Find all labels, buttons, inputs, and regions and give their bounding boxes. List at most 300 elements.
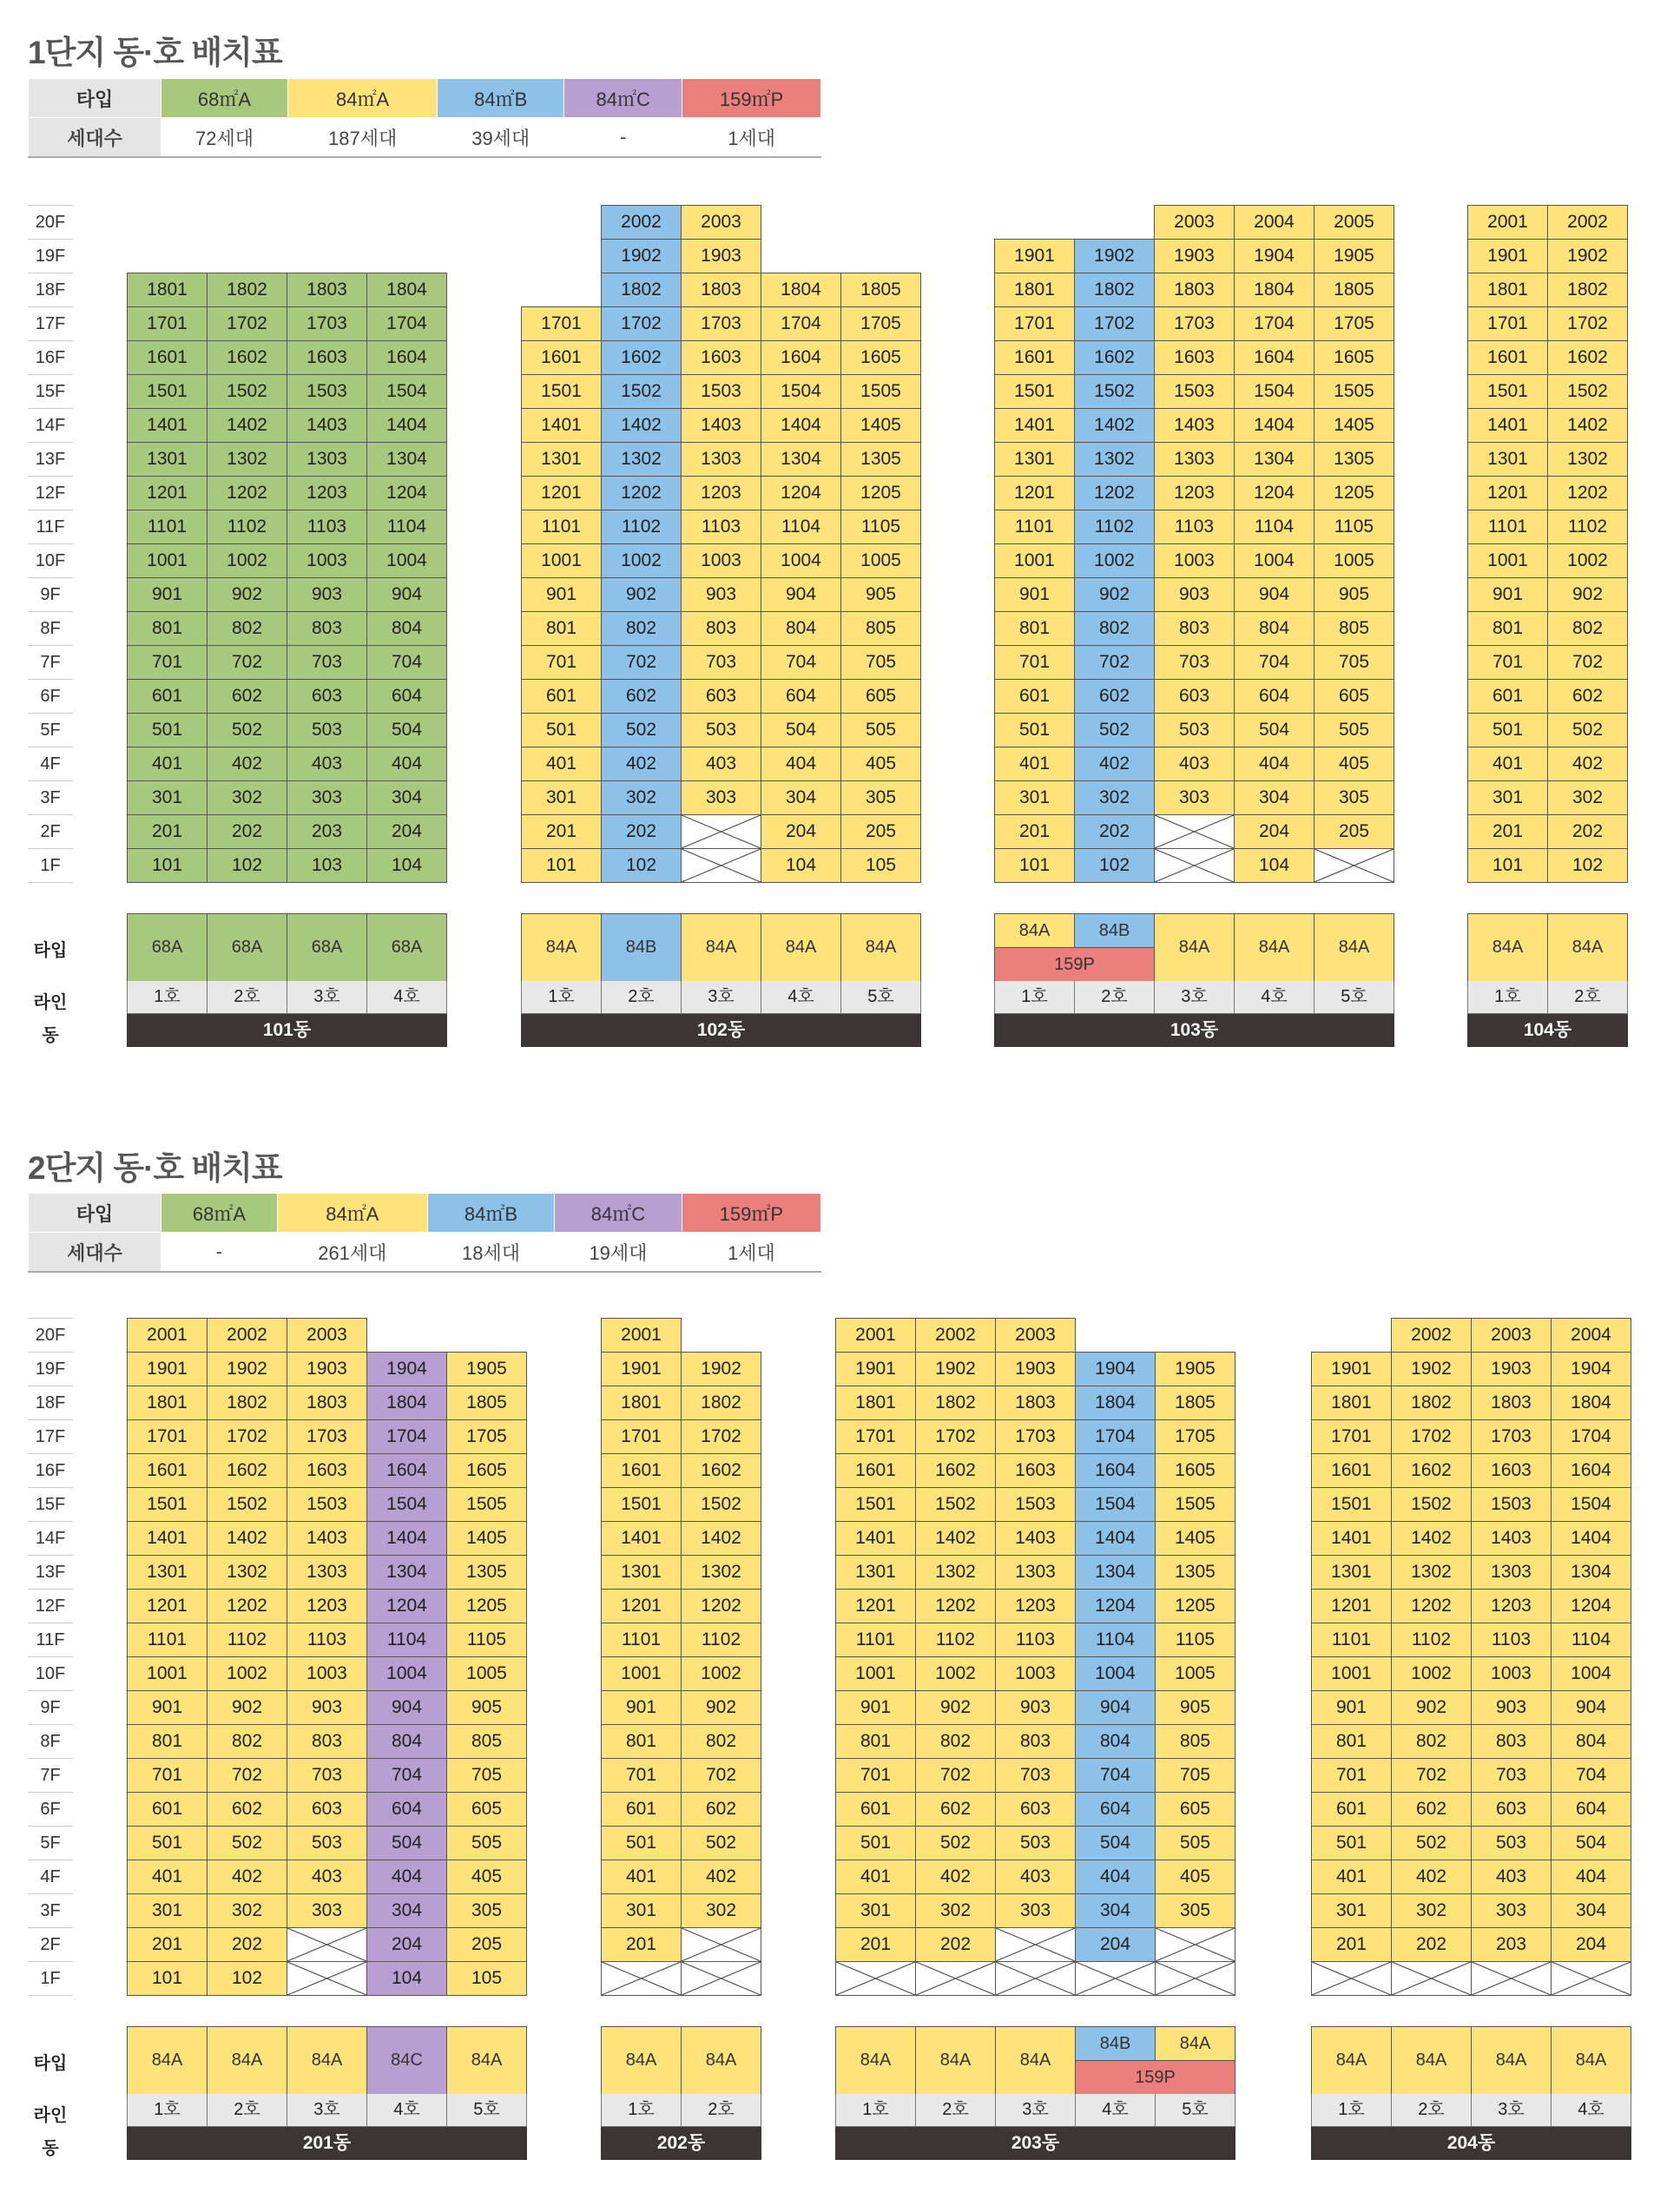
unit-cell[interactable]: 1103 [1154, 510, 1235, 544]
unit-cell[interactable]: 1202 [1547, 476, 1628, 510]
unit-cell[interactable]: 901 [127, 1690, 208, 1725]
unit-cell[interactable]: 804 [1551, 1724, 1631, 1759]
unit-cell[interactable]: 402 [1547, 747, 1628, 781]
unit-cell[interactable]: 1402 [601, 408, 682, 443]
unit-cell[interactable]: 1003 [287, 543, 367, 578]
unit-cell[interactable]: 1703 [287, 306, 367, 341]
unit-cell[interactable]: 804 [366, 1724, 447, 1759]
unit-cell[interactable]: 301 [127, 1893, 208, 1928]
unit-cell[interactable]: 1604 [761, 340, 841, 375]
unit-cell[interactable]: 1004 [761, 543, 841, 578]
unit-cell[interactable]: 1605 [1155, 1453, 1235, 1488]
unit-cell[interactable]: 905 [446, 1690, 527, 1725]
unit-cell[interactable]: 1601 [127, 340, 208, 375]
unit-cell[interactable]: 604 [761, 679, 841, 714]
unit-cell[interactable]: 503 [1471, 1826, 1552, 1860]
unit-cell[interactable]: 1201 [994, 476, 1075, 510]
unit-cell[interactable]: 1801 [835, 1386, 916, 1420]
unit-cell[interactable]: 1102 [915, 1623, 996, 1657]
unit-cell[interactable]: 1701 [994, 306, 1075, 341]
unit-cell[interactable]: 1602 [915, 1453, 996, 1488]
unit-cell[interactable]: 1102 [1074, 510, 1155, 544]
unit-cell[interactable]: 801 [601, 1724, 682, 1759]
unit-cell[interactable]: 603 [1154, 679, 1235, 714]
unit-cell[interactable]: 901 [1311, 1690, 1392, 1725]
unit-cell[interactable]: 602 [915, 1792, 996, 1827]
unit-cell[interactable]: 1001 [1311, 1656, 1392, 1691]
unit-cell[interactable]: 202 [601, 814, 682, 849]
unit-cell[interactable]: 204 [1234, 814, 1314, 849]
unit-cell[interactable]: 505 [1314, 713, 1394, 747]
unit-cell[interactable]: 601 [835, 1792, 916, 1827]
unit-cell[interactable]: 1003 [995, 1656, 1076, 1691]
unit-cell[interactable]: 1303 [287, 442, 367, 477]
unit-cell[interactable]: 1404 [1075, 1521, 1156, 1556]
unit-cell[interactable]: 2003 [287, 1318, 367, 1353]
unit-cell[interactable]: 1602 [1391, 1453, 1472, 1488]
unit-cell[interactable]: 1304 [1234, 442, 1314, 477]
unit-cell[interactable]: 1004 [1551, 1656, 1631, 1691]
unit-cell[interactable]: 1705 [1155, 1419, 1235, 1454]
unit-cell[interactable]: 1502 [1074, 374, 1155, 409]
unit-cell[interactable]: 305 [446, 1893, 527, 1928]
unit-cell[interactable]: 702 [1391, 1758, 1472, 1793]
unit-cell[interactable]: 502 [1391, 1826, 1472, 1860]
unit-cell[interactable]: 704 [1234, 645, 1314, 680]
unit-cell[interactable]: 2004 [1551, 1318, 1631, 1353]
unit-cell[interactable]: 302 [681, 1893, 761, 1928]
unit-cell[interactable]: 1205 [1314, 476, 1394, 510]
unit-cell[interactable]: 503 [287, 713, 367, 747]
unit-cell[interactable]: 2003 [1154, 205, 1235, 240]
unit-cell[interactable]: 1104 [366, 510, 447, 544]
unit-cell[interactable]: 1801 [1311, 1386, 1392, 1420]
unit-cell[interactable]: 1301 [601, 1555, 682, 1590]
unit-cell[interactable]: 504 [761, 713, 841, 747]
unit-cell[interactable]: 1401 [994, 408, 1075, 443]
unit-cell[interactable]: 1805 [1314, 273, 1394, 307]
unit-cell[interactable]: 904 [1551, 1690, 1631, 1725]
unit-cell[interactable]: 1501 [994, 374, 1075, 409]
unit-cell[interactable]: 2001 [601, 1318, 682, 1353]
unit-cell[interactable]: 1504 [1234, 374, 1314, 409]
unit-cell[interactable]: 805 [446, 1724, 527, 1759]
unit-cell[interactable]: 902 [1074, 577, 1155, 612]
unit-cell[interactable]: 1702 [681, 1419, 761, 1454]
unit-cell[interactable]: 1505 [1314, 374, 1394, 409]
unit-cell[interactable]: 502 [1547, 713, 1628, 747]
unit-cell[interactable]: 602 [1074, 679, 1155, 714]
unit-cell[interactable]: 204 [761, 814, 841, 849]
unit-cell[interactable]: 1305 [1314, 442, 1394, 477]
unit-cell[interactable]: 704 [1075, 1758, 1156, 1793]
unit-cell[interactable]: 401 [1467, 747, 1548, 781]
unit-cell[interactable]: 1605 [446, 1453, 527, 1488]
unit-cell[interactable]: 1105 [446, 1623, 527, 1657]
unit-cell[interactable]: 801 [127, 1724, 208, 1759]
unit-cell[interactable]: 905 [840, 577, 921, 612]
unit-cell[interactable]: 404 [1234, 747, 1314, 781]
unit-cell[interactable]: 702 [601, 645, 682, 680]
unit-cell[interactable]: 1302 [1074, 442, 1155, 477]
unit-cell[interactable]: 1801 [127, 273, 208, 307]
unit-cell[interactable]: 1405 [1155, 1521, 1235, 1556]
unit-cell[interactable]: 504 [1234, 713, 1314, 747]
unit-cell[interactable]: 402 [1074, 747, 1155, 781]
unit-cell[interactable]: 1001 [835, 1656, 916, 1691]
unit-cell[interactable]: 801 [521, 611, 602, 646]
unit-cell[interactable]: 1102 [1391, 1623, 1472, 1657]
unit-cell[interactable]: 303 [681, 780, 761, 815]
unit-cell[interactable]: 1902 [207, 1352, 287, 1386]
unit-cell[interactable]: 1404 [366, 1521, 447, 1556]
unit-cell[interactable]: 701 [521, 645, 602, 680]
unit-cell[interactable]: 1505 [1155, 1487, 1235, 1522]
unit-cell[interactable]: 904 [366, 1690, 447, 1725]
unit-cell[interactable]: 605 [1314, 679, 1394, 714]
unit-cell[interactable]: 501 [994, 713, 1075, 747]
unit-cell[interactable]: 1002 [1391, 1656, 1472, 1691]
unit-cell[interactable]: 503 [287, 1826, 367, 1860]
unit-cell[interactable]: 1403 [1154, 408, 1235, 443]
unit-cell[interactable]: 701 [1311, 1758, 1392, 1793]
unit-cell[interactable]: 1304 [366, 1555, 447, 1590]
unit-cell[interactable]: 501 [601, 1826, 682, 1860]
unit-cell[interactable]: 1105 [1155, 1623, 1235, 1657]
unit-cell[interactable]: 1601 [127, 1453, 208, 1488]
unit-cell[interactable]: 1902 [1547, 239, 1628, 273]
unit-cell[interactable]: 1304 [1075, 1555, 1156, 1590]
unit-cell[interactable]: 204 [366, 1927, 447, 1962]
unit-cell[interactable]: 1604 [366, 1453, 447, 1488]
unit-cell[interactable]: 504 [366, 713, 447, 747]
unit-cell[interactable]: 1204 [366, 1589, 447, 1623]
unit-cell[interactable]: 1601 [994, 340, 1075, 375]
unit-cell[interactable]: 1803 [1154, 273, 1235, 307]
unit-cell[interactable]: 1001 [127, 543, 208, 578]
unit-cell[interactable]: 204 [1075, 1927, 1156, 1962]
unit-cell[interactable]: 801 [1311, 1724, 1392, 1759]
unit-cell[interactable]: 1301 [1311, 1555, 1392, 1590]
unit-cell[interactable]: 702 [681, 1758, 761, 1793]
unit-cell[interactable]: 1002 [915, 1656, 996, 1691]
unit-cell[interactable]: 102 [207, 848, 287, 883]
unit-cell[interactable]: 1002 [1074, 543, 1155, 578]
unit-cell[interactable]: 1202 [207, 1589, 287, 1623]
unit-cell[interactable]: 1204 [366, 476, 447, 510]
unit-cell[interactable]: 1603 [1471, 1453, 1552, 1488]
unit-cell[interactable]: 1003 [1471, 1656, 1552, 1691]
unit-cell[interactable]: 1701 [1311, 1419, 1392, 1454]
unit-cell[interactable]: 1703 [681, 306, 761, 341]
unit-cell[interactable]: 204 [366, 814, 447, 849]
unit-cell[interactable]: 1701 [835, 1419, 916, 1454]
unit-cell[interactable]: 1904 [366, 1352, 447, 1386]
unit-cell[interactable]: 1003 [1154, 543, 1235, 578]
unit-cell[interactable]: 1001 [1467, 543, 1548, 578]
unit-cell[interactable]: 1104 [1234, 510, 1314, 544]
unit-cell[interactable]: 2002 [601, 205, 682, 240]
unit-cell[interactable]: 303 [1154, 780, 1235, 815]
unit-cell[interactable]: 1304 [366, 442, 447, 477]
unit-cell[interactable]: 1304 [1551, 1555, 1631, 1590]
unit-cell[interactable]: 604 [1551, 1792, 1631, 1827]
unit-cell[interactable]: 505 [1155, 1826, 1235, 1860]
unit-cell[interactable]: 501 [127, 1826, 208, 1860]
unit-cell[interactable]: 1101 [127, 1623, 208, 1657]
unit-cell[interactable]: 1802 [681, 1386, 761, 1420]
unit-cell[interactable]: 2002 [1391, 1318, 1472, 1353]
unit-cell[interactable]: 1403 [287, 1521, 367, 1556]
unit-cell[interactable]: 1403 [287, 408, 367, 443]
unit-cell[interactable]: 603 [995, 1792, 1076, 1827]
unit-cell[interactable]: 105 [446, 1961, 527, 1996]
unit-cell[interactable]: 901 [521, 577, 602, 612]
unit-cell[interactable]: 201 [127, 1927, 208, 1962]
unit-cell[interactable]: 502 [207, 1826, 287, 1860]
unit-cell[interactable]: 1301 [521, 442, 602, 477]
unit-cell[interactable]: 1505 [446, 1487, 527, 1522]
unit-cell[interactable]: 1005 [1155, 1656, 1235, 1691]
unit-cell[interactable]: 302 [207, 780, 287, 815]
unit-cell[interactable]: 1405 [1314, 408, 1394, 443]
unit-cell[interactable]: 704 [1551, 1758, 1631, 1793]
unit-cell[interactable]: 601 [1311, 1792, 1392, 1827]
unit-cell[interactable]: 703 [681, 645, 761, 680]
unit-cell[interactable]: 1701 [127, 1419, 208, 1454]
unit-cell[interactable]: 802 [1074, 611, 1155, 646]
unit-cell[interactable]: 403 [287, 747, 367, 781]
unit-cell[interactable]: 1504 [366, 374, 447, 409]
unit-cell[interactable]: 902 [601, 577, 682, 612]
unit-cell[interactable]: 504 [1551, 1826, 1631, 1860]
unit-cell[interactable]: 401 [1311, 1860, 1392, 1894]
unit-cell[interactable]: 202 [915, 1927, 996, 1962]
unit-cell[interactable]: 1204 [1234, 476, 1314, 510]
unit-cell[interactable]: 901 [127, 577, 208, 612]
unit-cell[interactable]: 1805 [1155, 1386, 1235, 1420]
unit-cell[interactable]: 102 [601, 848, 682, 883]
unit-cell[interactable]: 501 [127, 713, 208, 747]
unit-cell[interactable]: 804 [1234, 611, 1314, 646]
unit-cell[interactable]: 1203 [287, 476, 367, 510]
unit-cell[interactable]: 501 [1467, 713, 1548, 747]
unit-cell[interactable]: 1305 [1155, 1555, 1235, 1590]
unit-cell[interactable]: 1004 [366, 543, 447, 578]
unit-cell[interactable]: 705 [840, 645, 921, 680]
unit-cell[interactable]: 1401 [1311, 1521, 1392, 1556]
unit-cell[interactable]: 1801 [994, 273, 1075, 307]
unit-cell[interactable]: 1803 [287, 1386, 367, 1420]
unit-cell[interactable]: 1502 [601, 374, 682, 409]
unit-cell[interactable]: 1405 [840, 408, 921, 443]
unit-cell[interactable]: 1802 [601, 273, 682, 307]
unit-cell[interactable]: 402 [915, 1860, 996, 1894]
unit-cell[interactable]: 703 [287, 1758, 367, 1793]
unit-cell[interactable]: 304 [761, 780, 841, 815]
unit-cell[interactable]: 1903 [681, 239, 761, 273]
unit-cell[interactable]: 504 [366, 1826, 447, 1860]
unit-cell[interactable]: 1303 [1471, 1555, 1552, 1590]
unit-cell[interactable]: 402 [1391, 1860, 1472, 1894]
unit-cell[interactable]: 1805 [840, 273, 921, 307]
unit-cell[interactable]: 201 [994, 814, 1075, 849]
unit-cell[interactable]: 1502 [1391, 1487, 1472, 1522]
unit-cell[interactable]: 1302 [601, 442, 682, 477]
unit-cell[interactable]: 1204 [1075, 1589, 1156, 1623]
unit-cell[interactable]: 601 [521, 679, 602, 714]
unit-cell[interactable]: 403 [287, 1860, 367, 1894]
unit-cell[interactable]: 601 [601, 1792, 682, 1827]
unit-cell[interactable]: 201 [601, 1927, 682, 1962]
unit-cell[interactable]: 1303 [287, 1555, 367, 1590]
unit-cell[interactable]: 802 [1547, 611, 1628, 646]
unit-cell[interactable]: 1402 [915, 1521, 996, 1556]
unit-cell[interactable]: 1401 [835, 1521, 916, 1556]
unit-cell[interactable]: 1003 [681, 543, 761, 578]
unit-cell[interactable]: 802 [207, 1724, 287, 1759]
unit-cell[interactable]: 1101 [835, 1623, 916, 1657]
unit-cell[interactable]: 102 [1547, 848, 1628, 883]
unit-cell[interactable]: 803 [287, 611, 367, 646]
unit-cell[interactable]: 302 [601, 780, 682, 815]
unit-cell[interactable]: 303 [1471, 1893, 1552, 1928]
unit-cell[interactable]: 605 [1155, 1792, 1235, 1827]
unit-cell[interactable]: 1405 [446, 1521, 527, 1556]
unit-cell[interactable]: 1601 [1467, 340, 1548, 375]
unit-cell[interactable]: 1702 [1391, 1419, 1472, 1454]
unit-cell[interactable]: 1702 [207, 1419, 287, 1454]
unit-cell[interactable]: 1805 [446, 1386, 527, 1420]
unit-cell[interactable]: 102 [207, 1961, 287, 1996]
unit-cell[interactable]: 2004 [1234, 205, 1314, 240]
unit-cell[interactable]: 1104 [366, 1623, 447, 1657]
unit-cell[interactable]: 1301 [127, 1555, 208, 1590]
unit-cell[interactable]: 404 [366, 747, 447, 781]
unit-cell[interactable]: 1201 [1311, 1589, 1392, 1623]
unit-cell[interactable]: 402 [207, 1860, 287, 1894]
unit-cell[interactable]: 903 [287, 1690, 367, 1725]
unit-cell[interactable]: 1603 [681, 340, 761, 375]
unit-cell[interactable]: 104 [761, 848, 841, 883]
unit-cell[interactable]: 101 [994, 848, 1075, 883]
unit-cell[interactable]: 602 [207, 1792, 287, 1827]
unit-cell[interactable]: 1602 [1074, 340, 1155, 375]
unit-cell[interactable]: 201 [1311, 1927, 1392, 1962]
unit-cell[interactable]: 301 [1311, 1893, 1392, 1928]
unit-cell[interactable]: 801 [1467, 611, 1548, 646]
unit-cell[interactable]: 1501 [521, 374, 602, 409]
unit-cell[interactable]: 802 [601, 611, 682, 646]
unit-cell[interactable]: 503 [1154, 713, 1235, 747]
unit-cell[interactable]: 501 [835, 1826, 916, 1860]
unit-cell[interactable]: 702 [915, 1758, 996, 1793]
unit-cell[interactable]: 1101 [994, 510, 1075, 544]
unit-cell[interactable]: 602 [1547, 679, 1628, 714]
unit-cell[interactable]: 903 [287, 577, 367, 612]
unit-cell[interactable]: 804 [761, 611, 841, 646]
unit-cell[interactable]: 1403 [681, 408, 761, 443]
unit-cell[interactable]: 702 [207, 1758, 287, 1793]
unit-cell[interactable]: 1502 [207, 1487, 287, 1522]
unit-cell[interactable]: 303 [287, 1893, 367, 1928]
unit-cell[interactable]: 401 [521, 747, 602, 781]
unit-cell[interactable]: 1804 [761, 273, 841, 307]
unit-cell[interactable]: 1702 [601, 306, 682, 341]
unit-cell[interactable]: 504 [1075, 1826, 1156, 1860]
unit-cell[interactable]: 905 [1155, 1690, 1235, 1725]
unit-cell[interactable]: 903 [1471, 1690, 1552, 1725]
unit-cell[interactable]: 404 [761, 747, 841, 781]
unit-cell[interactable]: 403 [681, 747, 761, 781]
unit-cell[interactable]: 302 [1074, 780, 1155, 815]
unit-cell[interactable]: 1302 [681, 1555, 761, 1590]
unit-cell[interactable]: 1204 [1551, 1589, 1631, 1623]
unit-cell[interactable]: 1905 [1314, 239, 1394, 273]
unit-cell[interactable]: 901 [994, 577, 1075, 612]
unit-cell[interactable]: 1701 [601, 1419, 682, 1454]
unit-cell[interactable]: 1403 [1471, 1521, 1552, 1556]
unit-cell[interactable]: 1202 [601, 476, 682, 510]
unit-cell[interactable]: 902 [207, 1690, 287, 1725]
unit-cell[interactable]: 1103 [287, 510, 367, 544]
unit-cell[interactable]: 1501 [1467, 374, 1548, 409]
unit-cell[interactable]: 1804 [366, 1386, 447, 1420]
unit-cell[interactable]: 702 [207, 645, 287, 680]
unit-cell[interactable]: 1601 [835, 1453, 916, 1488]
unit-cell[interactable]: 1001 [601, 1656, 682, 1691]
unit-cell[interactable]: 804 [366, 611, 447, 646]
unit-cell[interactable]: 1104 [761, 510, 841, 544]
unit-cell[interactable]: 1601 [1311, 1453, 1392, 1488]
unit-cell[interactable]: 101 [127, 1961, 208, 1996]
unit-cell[interactable]: 1301 [994, 442, 1075, 477]
unit-cell[interactable]: 801 [127, 611, 208, 646]
unit-cell[interactable]: 802 [915, 1724, 996, 1759]
unit-cell[interactable]: 704 [761, 645, 841, 680]
unit-cell[interactable]: 1604 [1551, 1453, 1631, 1488]
unit-cell[interactable]: 405 [1314, 747, 1394, 781]
unit-cell[interactable]: 603 [287, 1792, 367, 1827]
unit-cell[interactable]: 1103 [995, 1623, 1076, 1657]
unit-cell[interactable]: 2001 [1467, 205, 1548, 240]
unit-cell[interactable]: 1501 [1311, 1487, 1392, 1522]
unit-cell[interactable]: 1901 [1467, 239, 1548, 273]
unit-cell[interactable]: 502 [681, 1826, 761, 1860]
unit-cell[interactable]: 1705 [446, 1419, 527, 1454]
unit-cell[interactable]: 302 [1391, 1893, 1472, 1928]
unit-cell[interactable]: 2002 [207, 1318, 287, 1353]
unit-cell[interactable]: 1602 [1547, 340, 1628, 375]
unit-cell[interactable]: 604 [366, 679, 447, 714]
unit-cell[interactable]: 803 [995, 1724, 1076, 1759]
unit-cell[interactable]: 1302 [915, 1555, 996, 1590]
unit-cell[interactable]: 1404 [1551, 1521, 1631, 1556]
unit-cell[interactable]: 202 [1074, 814, 1155, 849]
unit-cell[interactable]: 1803 [287, 273, 367, 307]
unit-cell[interactable]: 1701 [1467, 306, 1548, 341]
unit-cell[interactable]: 1303 [995, 1555, 1076, 1590]
unit-cell[interactable]: 1203 [681, 476, 761, 510]
unit-cell[interactable]: 505 [446, 1826, 527, 1860]
unit-cell[interactable]: 502 [1074, 713, 1155, 747]
unit-cell[interactable]: 301 [127, 780, 208, 815]
unit-cell[interactable]: 1705 [1314, 306, 1394, 341]
unit-cell[interactable]: 1702 [1074, 306, 1155, 341]
unit-cell[interactable]: 401 [835, 1860, 916, 1894]
unit-cell[interactable]: 803 [287, 1724, 367, 1759]
unit-cell[interactable]: 1201 [601, 1589, 682, 1623]
